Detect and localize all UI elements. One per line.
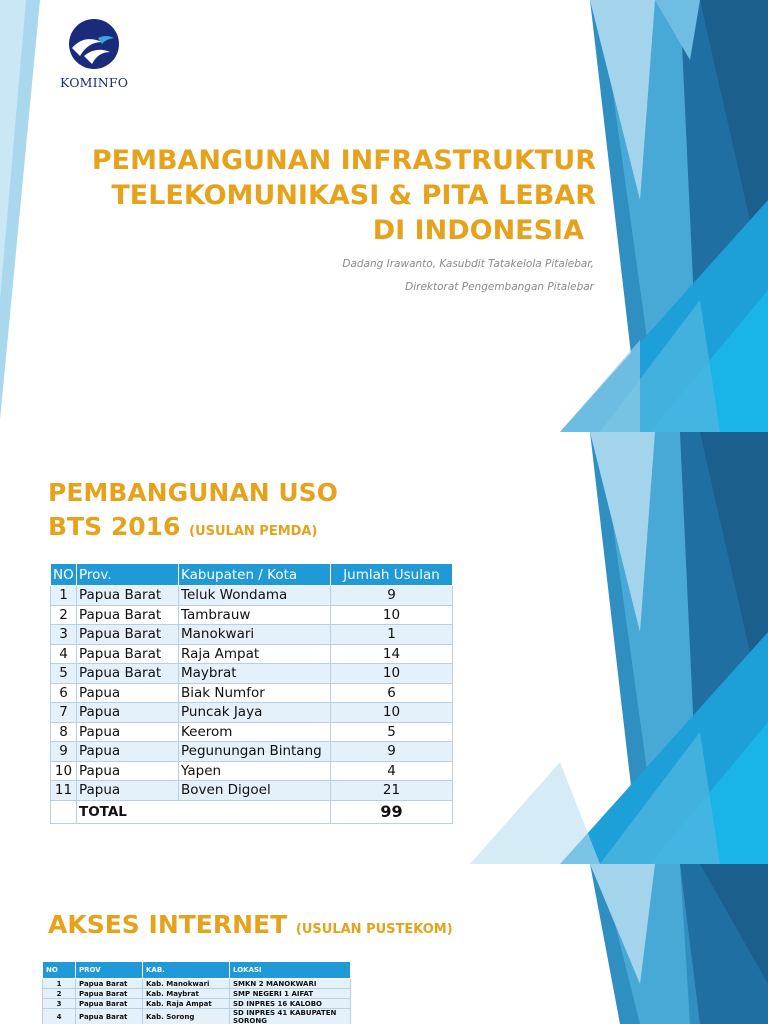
cell-kabupaten: Puncak Jaya [179, 703, 331, 723]
cell-jumlah: 10 [331, 605, 453, 625]
cell-lokasi: SD INPRES 16 KALOBO [230, 999, 351, 1009]
table-row [43, 979, 351, 989]
cell-no: 10 [51, 761, 77, 781]
slide-title-text [92, 143, 596, 248]
table-row [43, 989, 351, 999]
cell-prov: Papua [77, 761, 179, 781]
cell-kab: Kab. Raja Ampat [143, 999, 230, 1009]
table-row [43, 1009, 351, 1024]
cell-prov: Papua Barat [77, 664, 179, 684]
cell-no: 3 [51, 625, 77, 645]
cell-no: 7 [51, 703, 77, 723]
table-row [51, 664, 453, 684]
cell-no: 2 [43, 989, 76, 999]
cell-lokasi: SMKN 2 MANOKWARI [230, 979, 351, 989]
cell-prov: Papua [77, 683, 179, 703]
cell-no: 3 [43, 999, 76, 1009]
cell-lokasi: SMP NEGERI 1 AIFAT [230, 989, 351, 999]
table-header-row [51, 564, 453, 586]
cell-kabupaten: Tambrauw [179, 605, 331, 625]
column-header-no: NO [43, 962, 76, 979]
cell-kabupaten: Yapen [179, 761, 331, 781]
title-line: PEMBANGUNAN INFRASTRUKTUR [91, 145, 596, 176]
table-row [43, 999, 351, 1009]
cell-jumlah: 5 [331, 722, 453, 742]
slide-title [0, 0, 768, 432]
cell-jumlah: 4 [331, 761, 453, 781]
cell-no: 5 [51, 664, 77, 684]
cell-prov: Papua Barat [76, 1009, 143, 1024]
table-row [51, 683, 453, 703]
cell-jumlah: 10 [331, 664, 453, 684]
table-body [51, 586, 453, 824]
cell-prov: Papua Barat [76, 999, 143, 1009]
slide-heading: PEMBANGUNAN USO [48, 478, 338, 507]
slide-subheading [48, 510, 317, 549]
cell-kabupaten: Raja Ampat [179, 644, 331, 664]
cell-kab: Kab. Manokwari [143, 979, 230, 989]
cell-prov: Papua Barat [77, 625, 179, 645]
slide-uso-bts [0, 432, 768, 864]
kominfo-logo-icon [58, 12, 134, 74]
table-row [51, 781, 453, 801]
total-label: TOTAL [77, 800, 331, 823]
cell-prov: Papua Barat [77, 644, 179, 664]
heading-akses: AKSES INTERNET [48, 910, 288, 939]
column-header-prov: Prov. [77, 564, 179, 586]
heading-bts: BTS 2016 [48, 512, 181, 541]
table-row [51, 586, 453, 606]
cell-jumlah: 14 [331, 644, 453, 664]
cell-no: 2 [51, 605, 77, 625]
cell-jumlah: 9 [331, 586, 453, 606]
table-row [51, 605, 453, 625]
cell-prov: Papua [77, 742, 179, 762]
cell-kabupaten: Keerom [179, 722, 331, 742]
column-header-lokasi: LOKASI [230, 962, 351, 979]
title-line: DI INDONESIA [372, 215, 584, 246]
cell-jumlah: 6 [331, 683, 453, 703]
cell-prov: Papua [77, 703, 179, 723]
column-header-kab: KAB. [143, 962, 230, 979]
cell-prov: Papua [77, 781, 179, 801]
table-row [51, 761, 453, 781]
cell-empty [51, 800, 77, 823]
cell-no: 4 [43, 1009, 76, 1024]
cell-jumlah: 1 [331, 625, 453, 645]
column-header-prov: PROV [76, 962, 143, 979]
cell-jumlah: 9 [331, 742, 453, 762]
cell-kabupaten: Biak Numfor [179, 683, 331, 703]
cell-kabupaten: Pegunungan Bintang [179, 742, 331, 762]
author-line: Dadang Irawanto, Kasubdit Tatakelola Pitalebar, [342, 258, 594, 270]
cell-prov: Papua [77, 722, 179, 742]
cell-no: 11 [51, 781, 77, 801]
cell-no: 4 [51, 644, 77, 664]
cell-kabupaten: Boven Digoel [179, 781, 331, 801]
cell-no: 9 [51, 742, 77, 762]
column-header-jumlah: Jumlah Usulan [331, 564, 453, 586]
table-row [51, 722, 453, 742]
cell-prov: Papua Barat [76, 989, 143, 999]
directorate-line: Direktorat Pengembangan Pitalebar [405, 281, 594, 293]
table-row [51, 644, 453, 664]
cell-prov: Papua Barat [77, 605, 179, 625]
cell-kabupaten: Maybrat [179, 664, 331, 684]
cell-lokasi: SD INPRES 41 KABUPATEN SORONG [230, 1009, 351, 1024]
column-header-kabupaten: Kabupaten / Kota [179, 564, 331, 586]
cell-jumlah: 21 [331, 781, 453, 801]
column-header-no: NO [51, 564, 77, 586]
table-header-row [43, 962, 351, 979]
table-row [51, 625, 453, 645]
cell-prov: Papua Barat [76, 979, 143, 989]
heading-note: (USULAN PEMDA) [189, 524, 318, 539]
heading-note: (USULAN PUSTEKOM) [295, 922, 453, 937]
cell-no: 8 [51, 722, 77, 742]
cell-kabupaten: Manokwari [179, 625, 331, 645]
cell-no: 1 [43, 979, 76, 989]
cell-no: 1 [51, 586, 77, 606]
cell-prov: Papua Barat [77, 586, 179, 606]
cell-jumlah: 10 [331, 703, 453, 723]
table-total-row [51, 800, 453, 823]
cell-kab: Kab. Sorong [143, 1009, 230, 1024]
uso-bts-table [50, 563, 453, 824]
cell-no: 6 [51, 683, 77, 703]
cell-kabupaten: Teluk Wondama [179, 586, 331, 606]
table-body [43, 979, 351, 1024]
total-value: 99 [331, 800, 453, 823]
table-row [51, 742, 453, 762]
title-line: TELEKOMUNIKASI & PITA LEBAR [111, 180, 596, 211]
logo-text: KOMINFO [60, 75, 129, 90]
cell-kab: Kab. Maybrat [143, 989, 230, 999]
table-row [51, 703, 453, 723]
akses-internet-table [42, 961, 351, 1024]
slide-heading [48, 908, 453, 947]
slide-akses-internet [0, 864, 768, 1024]
